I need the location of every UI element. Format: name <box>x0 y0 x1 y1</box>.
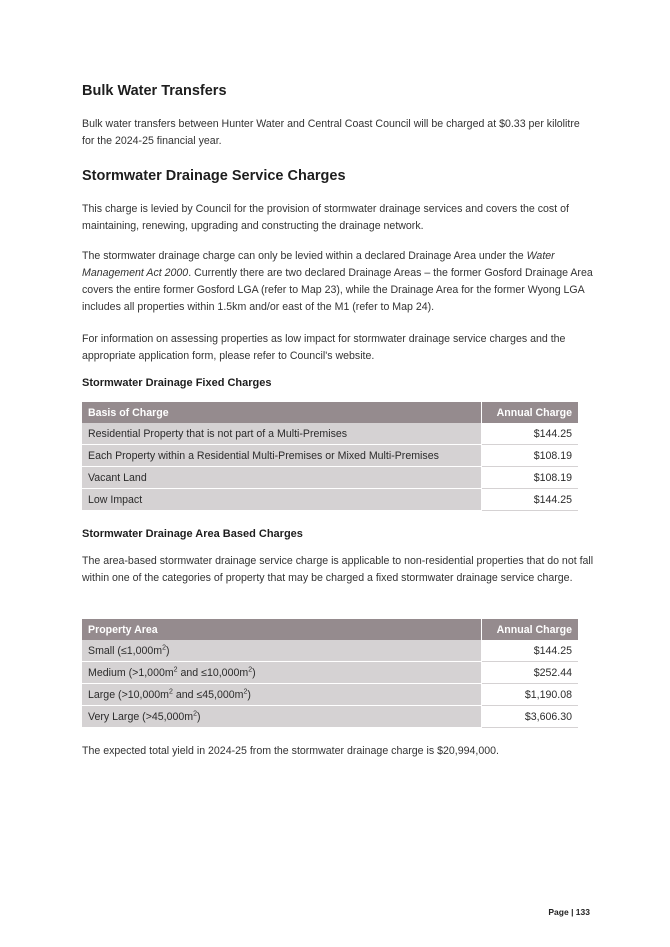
para-2-text-end: . Currently there are two declared Drainage Areas – the former Gosford Drainage Area covers the entire former Gosford LGA (refer to Map 23), while the Drainage Area for the former Wyong LGA includes all properties within 1.5km and/or east of the M1 (refer to Map 24). <box>82 267 593 313</box>
area-text: ) <box>166 644 170 657</box>
charge-cell: $144.25 <box>482 489 579 511</box>
stormwater-para-2 <box>82 248 594 316</box>
para-2-text-start: The stormwater drainage charge can only be levied within a declared Drainage Area under the <box>82 250 527 262</box>
fixed-charges-table <box>82 402 578 511</box>
charge-cell: $3,606.30 <box>482 706 579 728</box>
area-charges-heading: Stormwater Drainage Area Based Charges <box>82 528 303 540</box>
area-text: Large (>10,000m <box>88 688 169 701</box>
area-text: ) <box>197 710 201 723</box>
basis-cell: Vacant Land <box>82 467 482 489</box>
area-text: ) <box>247 688 251 701</box>
col-basis-of-charge: Basis of Charge <box>82 402 482 423</box>
charge-cell: $144.25 <box>482 640 579 662</box>
superscript: 2 <box>243 687 248 695</box>
table-row <box>82 467 578 489</box>
charge-cell: $1,190.08 <box>482 684 579 706</box>
stormwater-para-3: For information on assessing properties as low impact for stormwater drainage service charges and the appropriate application form, please refer to Council's website. <box>82 333 566 362</box>
stormwater-para-1: This charge is levied by Council for the provision of stormwater drainage services and covers the cost of maintaining, renewing, upgrading and constructing the drainage network. <box>82 203 569 232</box>
area-text: Small (≤1,000m <box>88 644 163 657</box>
area-charges-table <box>82 619 578 728</box>
superscript: 2 <box>193 709 198 717</box>
superscript: 2 <box>248 665 253 673</box>
charge-cell: $108.19 <box>482 467 579 489</box>
bulk-water-paragraph: Bulk water transfers between Hunter Water and Central Coast Council will be charged at $0.33 per kilolitre for the 2024-25 financial year. <box>82 118 580 147</box>
charge-cell: $252.44 <box>482 662 579 684</box>
bulk-water-heading: Bulk Water Transfers <box>82 83 227 99</box>
area-text: ) <box>252 666 256 679</box>
total-yield-paragraph: The expected total yield in 2024-25 from the stormwater drainage charge is $20,994,000. <box>82 745 499 757</box>
area-cell <box>82 706 482 728</box>
area-text: Very Large (>45,000m <box>88 710 194 723</box>
superscript: 2 <box>162 643 167 651</box>
superscript: 2 <box>168 687 173 695</box>
col-property-area: Property Area <box>82 619 482 640</box>
col-annual-charge: Annual Charge <box>482 402 579 423</box>
basis-cell: Residential Property that is not part of a Multi-Premises <box>82 423 482 445</box>
fixed-charges-heading: Stormwater Drainage Fixed Charges <box>82 377 272 389</box>
table-row <box>82 423 578 445</box>
table-row <box>82 706 578 728</box>
area-cell <box>82 684 482 706</box>
superscript: 2 <box>173 665 178 673</box>
act-name: Water Management Act 2000 <box>82 250 555 279</box>
area-text: Medium (>1,000m <box>88 666 174 679</box>
table-header-row <box>82 619 578 640</box>
table-row <box>82 445 578 467</box>
basis-cell: Low Impact <box>82 489 482 511</box>
table-row <box>82 489 578 511</box>
stormwater-heading: Stormwater Drainage Service Charges <box>82 168 346 184</box>
table-row <box>82 640 578 662</box>
table-row <box>82 684 578 706</box>
area-text: and ≤45,000m <box>172 688 244 701</box>
table-header-row <box>82 402 578 423</box>
page-number: Page | 133 <box>548 907 590 917</box>
charge-cell: $108.19 <box>482 445 579 467</box>
basis-cell: Each Property within a Residential Multi-Premises or Mixed Multi-Premises <box>82 445 482 467</box>
area-charges-paragraph: The area-based stormwater drainage service charge is applicable to non-residential properties that do not fall within one of the categories of property that may be charged a fixed stormwater drainage service charge. <box>82 555 594 584</box>
charge-cell: $144.25 <box>482 423 579 445</box>
col-annual-charge: Annual Charge <box>482 619 579 640</box>
area-cell <box>82 662 482 684</box>
area-cell <box>82 640 482 662</box>
area-text: and ≤10,000m <box>177 666 249 679</box>
table-row <box>82 662 578 684</box>
